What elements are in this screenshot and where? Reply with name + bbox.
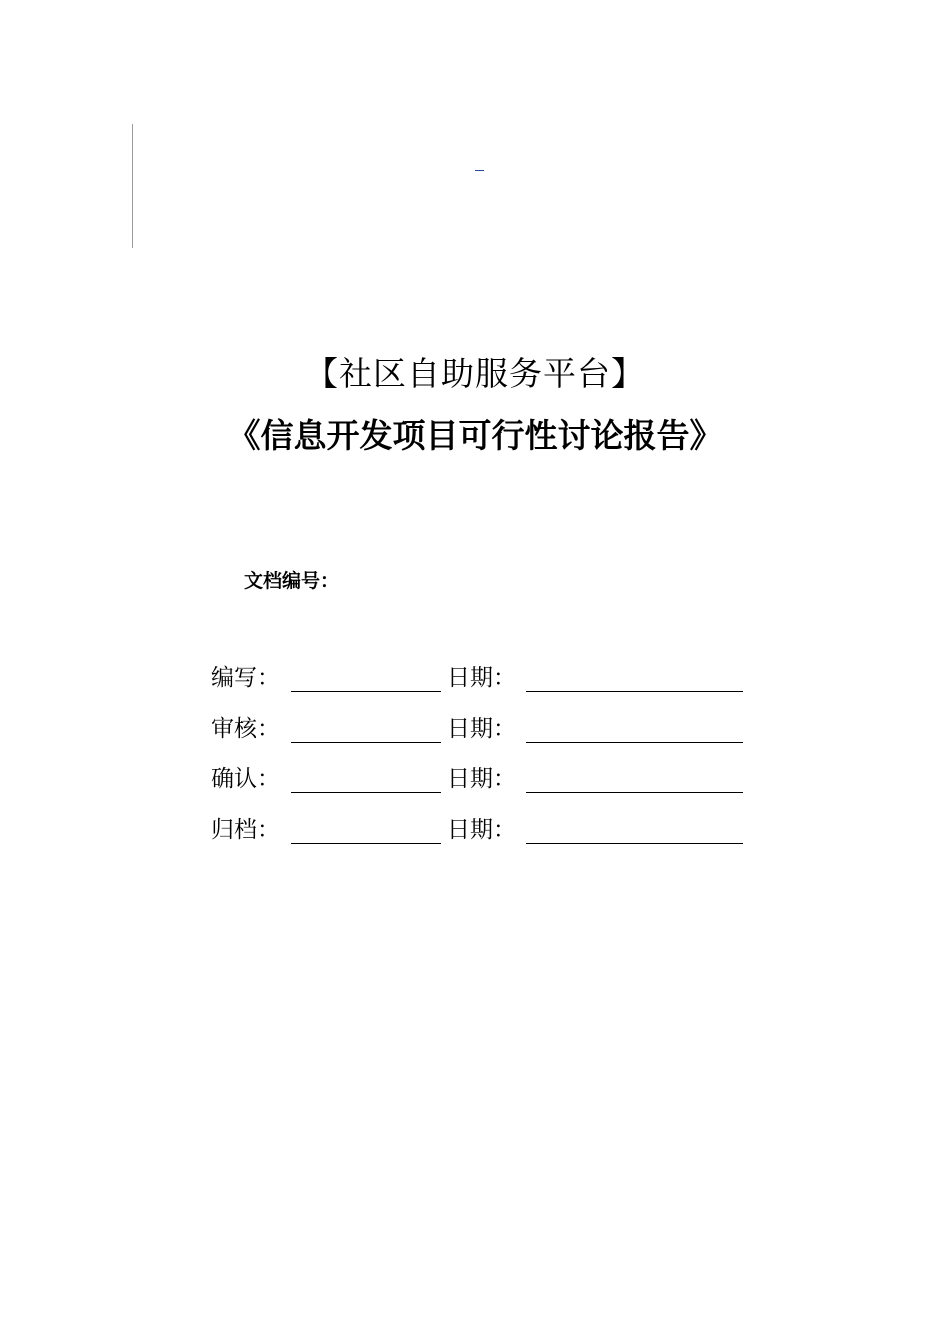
review-label: 审核： bbox=[211, 716, 280, 742]
review-blank[interactable] bbox=[291, 742, 441, 743]
author-date-label: 日期： bbox=[447, 665, 516, 691]
archive-blank[interactable] bbox=[291, 843, 441, 844]
sign-row-author bbox=[211, 661, 751, 695]
author-blank[interactable] bbox=[291, 691, 441, 692]
sign-row-review bbox=[211, 712, 751, 746]
header-mark bbox=[475, 170, 484, 171]
archive-date-blank[interactable] bbox=[526, 843, 743, 844]
confirm-label: 确认： bbox=[211, 766, 280, 792]
author-label: 编写： bbox=[211, 665, 280, 691]
sign-row-archive bbox=[211, 813, 751, 847]
archive-date-label: 日期： bbox=[447, 817, 516, 843]
archive-label: 归档： bbox=[211, 817, 280, 843]
confirm-date-blank[interactable] bbox=[526, 792, 743, 793]
confirm-date-label: 日期： bbox=[447, 766, 516, 792]
document-title: 【社区自助服务平台】 bbox=[305, 354, 645, 393]
sign-row-confirm bbox=[211, 762, 751, 796]
review-date-label: 日期： bbox=[447, 716, 516, 742]
author-date-blank[interactable] bbox=[526, 691, 743, 692]
document-subtitle: 《信息开发项目可行性讨论报告》 bbox=[227, 416, 723, 455]
document-number-label: 文档编号： bbox=[244, 570, 340, 592]
review-date-blank[interactable] bbox=[526, 742, 743, 743]
header-rule bbox=[132, 124, 133, 248]
confirm-blank[interactable] bbox=[291, 792, 441, 793]
